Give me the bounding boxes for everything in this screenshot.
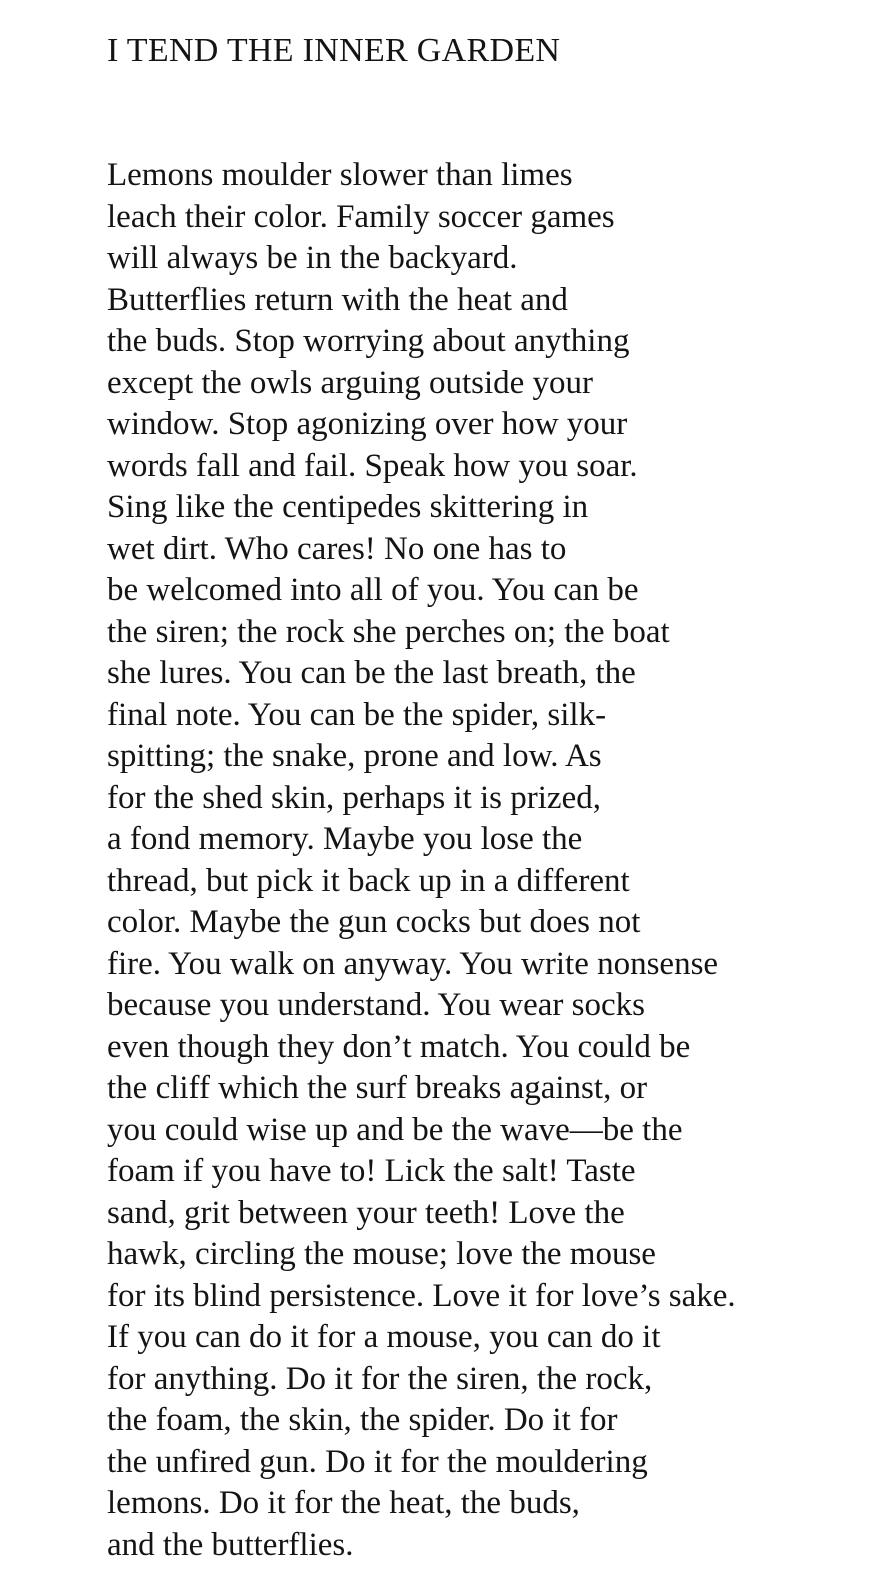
poem-line: a fond memory. Maybe you lose the bbox=[107, 821, 583, 857]
poem-line: leach their color. Family soccer games bbox=[107, 198, 615, 235]
poem-line: the siren; the rock she perches on; the boat bbox=[107, 613, 670, 650]
poem-line: Lemons moulder slower than limes bbox=[107, 157, 573, 193]
poem-line: and the butterflies. bbox=[107, 1526, 354, 1563]
poem-line: for the shed skin, perhaps it is prized, bbox=[107, 779, 601, 816]
poem-line: wet dirt. Who cares! No one has to bbox=[107, 530, 567, 567]
poem-line: Sing like the centipedes skittering in bbox=[107, 489, 589, 525]
poem-line: window. Stop agonizing over how your bbox=[107, 406, 628, 442]
poem-line: spitting; the snake, prone and low. As bbox=[107, 738, 602, 774]
poem-line: fire. You walk on anyway. You write nonsense bbox=[107, 945, 719, 982]
poem-line: even though they don’t match. You could be bbox=[107, 1028, 691, 1065]
poem-line: the unfired gun. Do it for the mouldering bbox=[107, 1443, 648, 1480]
poem-line: the foam, the skin, the spider. Do it for bbox=[107, 1402, 618, 1438]
poem-line: Butterflies return with the heat and bbox=[107, 281, 568, 318]
poem-line: hawk, circling the mouse; love the mouse bbox=[107, 1236, 656, 1272]
poem-line: If you can do it for a mouse, you can do it bbox=[107, 1319, 661, 1355]
poem-line: except the owls arguing outside your bbox=[107, 364, 594, 401]
poem-line: words fall and fail. Speak how you soar. bbox=[107, 447, 638, 484]
poem-line: be welcomed into all of you. You can be bbox=[107, 572, 639, 608]
poem-line: for anything. Do it for the siren, the rock, bbox=[107, 1360, 653, 1397]
poem-line: lemons. Do it for the heat, the buds, bbox=[107, 1485, 580, 1521]
poem-line: final note. You can be the spider, silk- bbox=[107, 696, 607, 733]
poem-title: I TEND THE INNER GARDEN bbox=[107, 32, 561, 69]
poem-line: the buds. Stop worrying about anything bbox=[107, 323, 630, 359]
poem-line: will always be in the backyard. bbox=[107, 240, 518, 276]
poem-line: foam if you have to! Lick the salt! Taste bbox=[107, 1153, 636, 1189]
poem-line: you could wise up and be the wave—be the bbox=[107, 1111, 683, 1148]
poem-line: thread, but pick it back up in a different bbox=[107, 862, 630, 899]
poem-line: for its blind persistence. Love it for love’s sake. bbox=[107, 1277, 736, 1314]
poem-line: color. Maybe the gun cocks but does not bbox=[107, 904, 641, 940]
poem-line: she lures. You can be the last breath, the bbox=[107, 655, 636, 691]
poem-line: sand, grit between your teeth! Love the bbox=[107, 1194, 625, 1231]
poem-line: the cliff which the surf breaks against, or bbox=[107, 1070, 648, 1106]
poem-body bbox=[107, 155, 736, 1566]
poem-line: because you understand. You wear socks bbox=[107, 987, 645, 1023]
